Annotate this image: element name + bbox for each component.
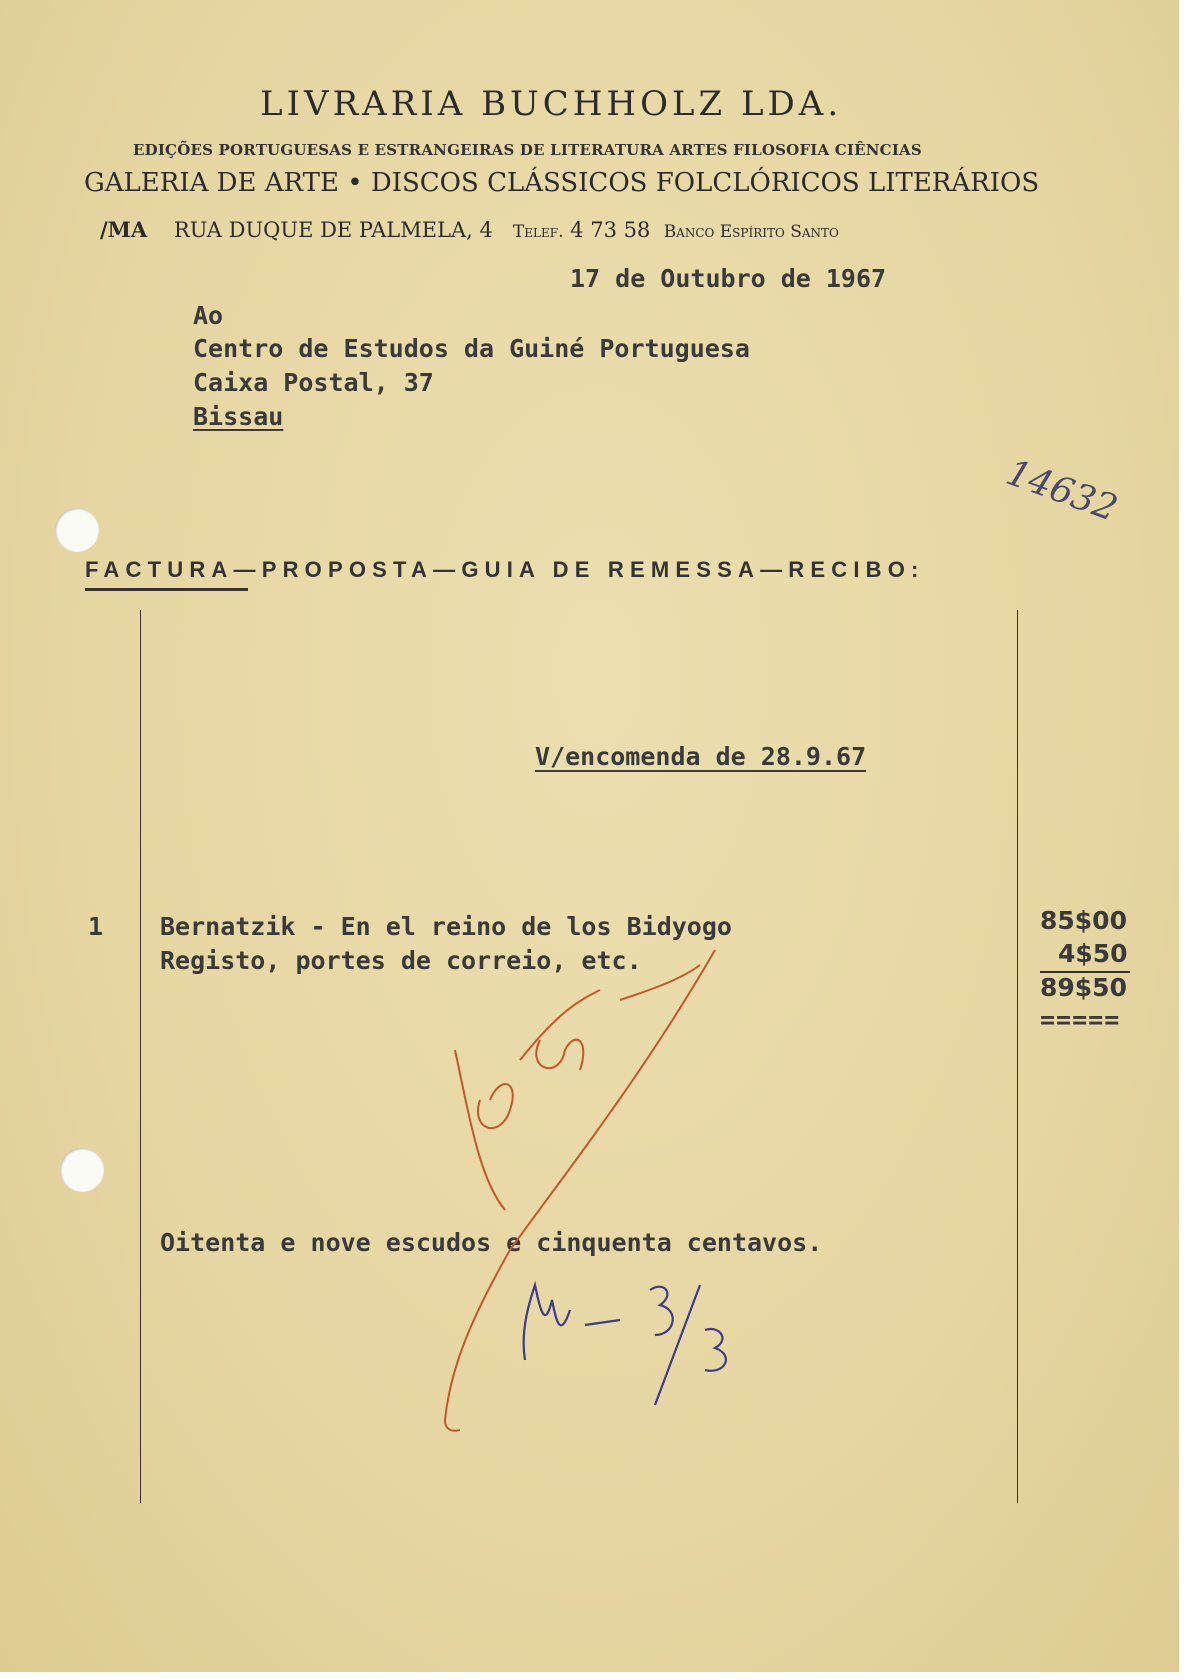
initials: /MA bbox=[100, 217, 148, 242]
total-amount: 89$50 bbox=[1040, 973, 1127, 1002]
punch-hole bbox=[55, 508, 99, 552]
scan-edge-right bbox=[1179, 0, 1195, 1680]
item-description: Bernatzik - En el reino de los Bidyogo bbox=[160, 912, 732, 941]
order-reference: V/encomenda de 28.9.67 bbox=[535, 742, 867, 771]
column-divider-left bbox=[140, 610, 141, 1503]
item-description: Registo, portes de correio, etc. bbox=[160, 946, 642, 975]
column-divider-right bbox=[1017, 610, 1018, 1503]
recipient-city: Bissau bbox=[193, 402, 284, 431]
item-amount: 85$00 bbox=[1040, 906, 1127, 935]
amount-in-words: Oitenta e nove escudos e cinquenta centavos. bbox=[160, 1228, 823, 1257]
document-types-heading: FACTURA—PROPOSTA—GUIA DE REMESSA—RECIBO: bbox=[85, 557, 925, 582]
address-line bbox=[100, 217, 839, 242]
handwritten-reference-number: 14632 bbox=[1000, 452, 1123, 530]
recipient-salutation: Ao bbox=[193, 301, 224, 330]
phone: 4 73 58 bbox=[570, 218, 651, 242]
phone-label: Telef. bbox=[512, 222, 564, 242]
invoice-date: 17 de Outubro de 1967 bbox=[570, 264, 887, 293]
item-quantity: 1 bbox=[88, 912, 104, 941]
recipient-po-box: Caixa Postal, 37 bbox=[193, 368, 434, 397]
recipient-name: Centro de Estudos da Guiné Portuguesa bbox=[193, 334, 750, 363]
company-tagline: EDIÇÕES PORTUGUESAS E ESTRANGEIRAS DE LITERATURA ARTES FILOSOFIA CIÊNCIAS bbox=[133, 141, 922, 159]
bank: Banco Espírito Santo bbox=[663, 222, 839, 242]
gallery-line: GALERIA DE ARTE • DISCOS CLÁSSICOS FOLCLÓRICOS LITERÁRIOS bbox=[84, 168, 1040, 198]
punch-hole bbox=[60, 1148, 104, 1192]
scan-edge-bottom bbox=[0, 1672, 1195, 1680]
total-double-underline: ===== bbox=[1040, 1005, 1121, 1034]
item-amount: 4$50 bbox=[1058, 939, 1128, 968]
street: RUA DUQUE DE PALMELA, 4 bbox=[173, 218, 493, 242]
heading-underline bbox=[85, 588, 248, 591]
company-name: LIVRARIA BUCHHOLZ LDA. bbox=[260, 84, 843, 124]
